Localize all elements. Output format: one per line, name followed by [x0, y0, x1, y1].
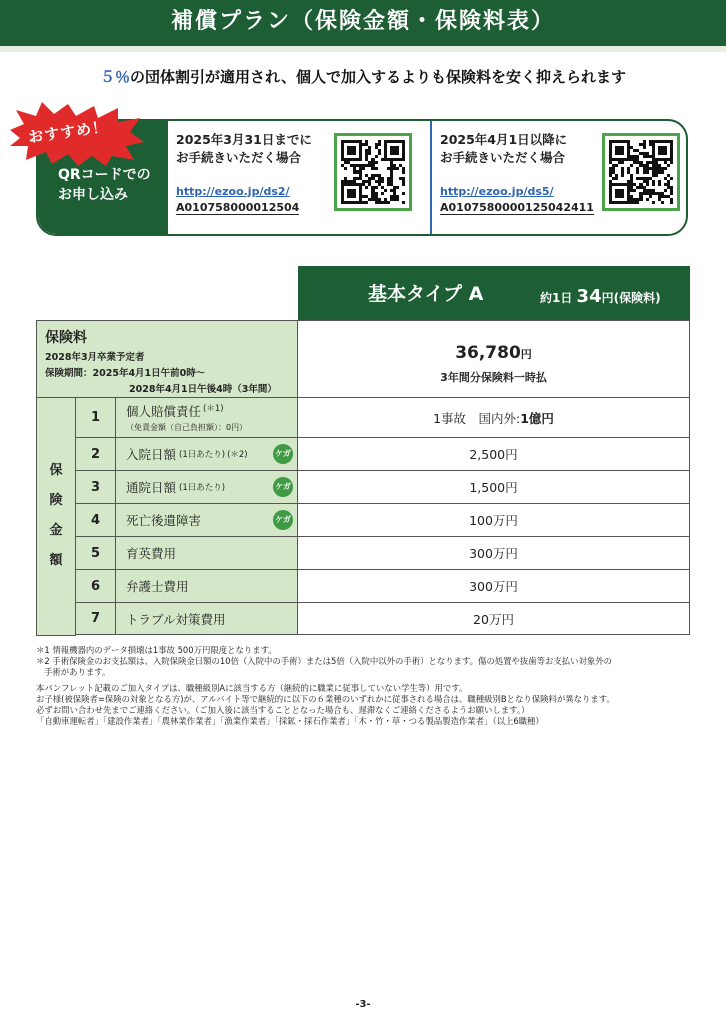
coverage-number: 1 — [76, 398, 116, 437]
premium-value-cell — [298, 320, 690, 398]
injury-badge-icon: ケガ — [273, 444, 293, 464]
premium-amount-unit: 円 — [520, 348, 532, 361]
coverage-number: 3 — [76, 471, 116, 503]
coverage-item-label: 通院日額 — [126, 480, 177, 495]
premium-label: 保険料 — [45, 330, 87, 346]
plan-daily-suffix: 円(保険料) — [601, 291, 661, 305]
qr-label-line2: お申し込み — [58, 187, 128, 203]
coverage-item-footnote: (＊1) — [203, 404, 224, 415]
coverage-value: 100万円 — [298, 504, 690, 536]
coverage-item — [116, 537, 298, 569]
qr-option-title-line1: 2025年3月31日までに — [176, 132, 312, 147]
plan-daily-prefix: 約1日 — [540, 291, 573, 305]
qr-module — [402, 201, 405, 204]
coverage-value — [298, 398, 690, 437]
coverage-side-char: 保 — [49, 463, 63, 478]
coverage-item-unit: (1日あたり) — [179, 483, 226, 493]
coverage-item-unit: (1日あたり) — [179, 450, 226, 460]
injury-badge-icon: ケガ — [273, 477, 293, 497]
coverage-value: 300万円 — [298, 570, 690, 602]
note-occupations: 「自動車運転者」「建設作業者」「農林業作業者」「漁業作業者」「採鉱・採石作業者」「木・竹・草・つる製品製造作業者」（以上6職種） — [36, 716, 544, 726]
qr-option-title-line1: 2025年4月1日以降に — [440, 132, 568, 147]
coverage-value-bold: 1億円 — [520, 410, 554, 426]
qr-option-title-line2: お手続きいただく場合 — [440, 150, 566, 165]
table-row — [76, 504, 690, 537]
coverage-item — [116, 570, 298, 602]
recommend-badge: おすすめ！ — [27, 117, 110, 147]
note-paragraph: お子様(被保険者=保険の対象となる方)が、アルバイト等で継続的に以下の６業種のいずれかに従事される場合は、職種級別Bとなり保険料が異なります。 — [36, 694, 615, 704]
plan-daily-cost — [540, 286, 661, 307]
footnote-2-cont: 手術があります。 — [44, 667, 111, 677]
page-title: 補償プラン（保険金額・保険料表） — [170, 9, 555, 34]
qr-code-pattern — [609, 140, 673, 204]
coverage-item-label: 死亡後遺障害 — [126, 513, 202, 528]
coverage-side-char: 険 — [49, 493, 63, 508]
qr-option-code: A010758000012504 — [176, 201, 300, 214]
coverage-number: 7 — [76, 603, 116, 634]
coverage-number: 2 — [76, 438, 116, 470]
premium-label-cell — [36, 320, 298, 398]
coverage-item-label: 入院日額 — [126, 447, 177, 462]
coverage-side-char: 金 — [49, 523, 63, 538]
qr-option-before-april — [168, 121, 428, 236]
qr-option-link[interactable]: http://ezoo.jp/ds2/ — [176, 185, 290, 198]
coverage-item-sub: （免責金額（自己負担額）：0円） — [126, 422, 248, 432]
coverage-value-prefix: 1事故 国内外: — [433, 410, 521, 426]
coverage-number: 5 — [76, 537, 116, 569]
coverage-side-label — [36, 398, 76, 636]
coverage-item-label: 個人賠償責任 — [126, 404, 202, 420]
plan-header — [298, 266, 690, 320]
coverage-value: 1,500円 — [298, 471, 690, 503]
coverage-table — [76, 398, 690, 635]
table-row — [76, 471, 690, 504]
premium-amount — [298, 343, 689, 363]
coverage-number: 4 — [76, 504, 116, 536]
table-row — [76, 537, 690, 570]
plan-name: 基本タイプ A — [368, 283, 484, 305]
footnote-2: ＊2 手術保険金のお支払額は、入院保険金日額の10倍（入院中の手術）または5倍（入院中以外の手術）となります。傷の処置や抜歯等お支払い対象外の — [36, 656, 613, 666]
coverage-item — [116, 471, 298, 503]
coverage-value: 2,500円 — [298, 438, 690, 470]
table-row — [76, 438, 690, 471]
coverage-item-label: 育英費用 — [126, 546, 177, 561]
table-row — [76, 603, 690, 635]
coverage-number: 6 — [76, 570, 116, 602]
table-row — [76, 570, 690, 603]
header-underline — [0, 46, 726, 52]
premium-period-line1: 保険期間：2025年4月1日午前0時〜 — [45, 368, 206, 379]
note-paragraph: 必ずお問い合わせ先までご連絡ください。（ご加入後に該当することとなった場合も、遅滞なくご連絡くださるようお願いします。） — [36, 705, 530, 715]
table-row — [76, 398, 690, 438]
coverage-item — [116, 504, 298, 536]
qr-option-code: A0107580000125042411 — [440, 201, 594, 214]
qr-label-line1: QRコードでの — [58, 167, 151, 183]
note-paragraph: 本パンフレット記載のご加入タイプは、職種級別Aに該当する方（継続的に職業に従事していない学生等）用です。 — [36, 683, 468, 693]
footnote-1: ＊1 情報機器内のデータ損壊は1事故 500万円限度となります。 — [36, 645, 277, 655]
page-header — [0, 0, 726, 52]
coverage-item — [116, 398, 298, 437]
coverage-item-label: トラブル対策費用 — [126, 611, 226, 627]
premium-note: 3年間分保険料一時払 — [440, 371, 547, 384]
qr-option-link[interactable]: http://ezoo.jp/ds5/ — [440, 185, 554, 198]
coverage-side-char: 額 — [49, 553, 63, 568]
plan-daily-amount: 34 — [576, 286, 602, 307]
qr-code-image[interactable] — [334, 133, 412, 211]
qr-option-title-line2: お手続きいただく場合 — [176, 150, 302, 165]
discount-percent: ５％ — [100, 68, 131, 86]
coverage-item — [116, 438, 298, 470]
discount-text: の団体割引が適用され、個人で加入するよりも保険料を安く抑えられます — [130, 68, 626, 86]
coverage-item-label: 弁護士費用 — [126, 579, 189, 594]
coverage-item-footnote: (＊2) — [227, 450, 248, 460]
qr-module — [670, 201, 673, 204]
qr-code-pattern — [341, 140, 405, 204]
premium-period-line2: 2028年4月1日午後4時（3年間） — [129, 384, 277, 395]
premium-graduation: 2028年3月卒業予定者 — [45, 352, 145, 363]
coverage-value: 300万円 — [298, 537, 690, 569]
injury-badge-icon: ケガ — [273, 510, 293, 530]
premium-amount-value: 36,780 — [455, 343, 521, 363]
qr-code-image[interactable] — [602, 133, 680, 211]
discount-message — [0, 66, 726, 87]
coverage-item — [116, 603, 298, 634]
qr-option-after-april — [430, 121, 688, 236]
footnotes — [36, 645, 706, 727]
page-number: -3- — [355, 999, 371, 1010]
coverage-value: 20万円 — [298, 603, 690, 634]
